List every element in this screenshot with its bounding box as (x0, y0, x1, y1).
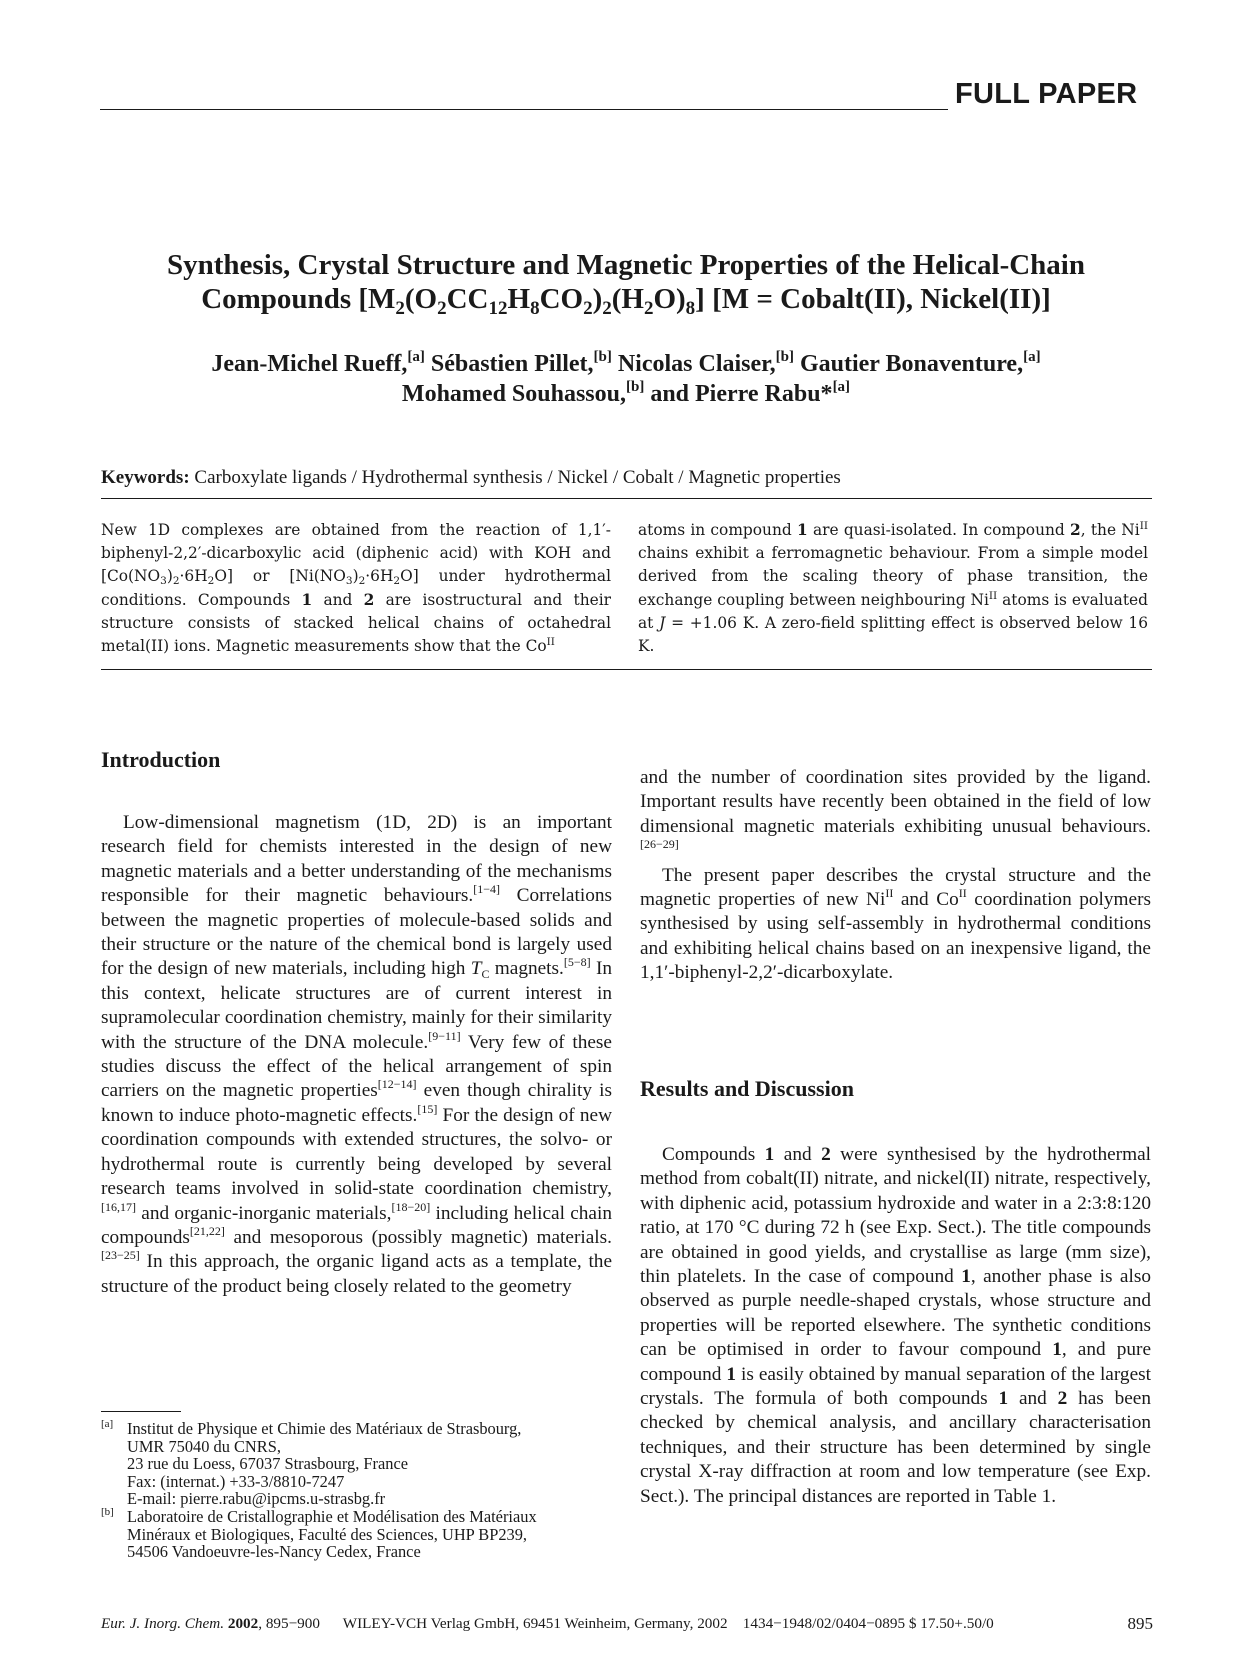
issn-line: 1434−1948/02/0404−0895 $ 17.50+.50/0 (742, 1615, 994, 1632)
title-line-1: Synthesis, Crystal Structure and Magnetic Properties of the Helical-Chain (167, 249, 1085, 281)
keywords-text: Carboxylate ligands / Hydrothermal synthesis / Nickel / Cobalt / Magnetic properties (194, 467, 841, 488)
author-name: Jean-Michel Rueff, (211, 351, 408, 377)
introduction-heading: Introduction (101, 747, 221, 772)
journal-name: Eur. J. Inorg. Chem. (101, 1615, 225, 1632)
abstract-left-column: New 1D complexes are obtained from the reaction of 1,1′-biphenyl-2,2′-dicarboxylic acid (diphenic acid) with KOH and $[Co(NO_3)_2\cdot 6H_2O]$ or $[Ni(NO_3)_2\cdot 6H_2O]$ under hydrothermal conditions. Compounds 1 and 2 are isostructural and their structure consists of stacked helical chains of octahedral metal(II) ions. Magnetic measurements show that the $Co^{II}$ (101, 521, 612, 656)
abstract-right-column: atoms in compound 1 are quasi-isolated. In compound 2, the $Ni^{II}$ chains exhibit a ferromagnetic behaviour. From a simple model derived from the scaling theory of phase transition, the exchange coupling between neighbouring $Ni^{II}$ atoms is evaluated at J = +1.06 K. A zero-field splitting effect is observed below 16 K. (638, 520, 1148, 656)
author-list (100, 349, 1152, 409)
email-address: E-mail: pierre.rabu@ipcms.u-strasbg.fr (127, 1489, 386, 1509)
section-label: FULL PAPER (955, 78, 1138, 110)
page-number: 895 (1127, 1614, 1153, 1633)
reference: [1−4] (473, 882, 501, 897)
reference: [23−25] (101, 1248, 140, 1263)
reference: [16,17] (101, 1199, 136, 1214)
affiliation-mark: [a] (1023, 349, 1041, 365)
footnote-mark: [b] (101, 1506, 114, 1518)
author-name: and Pierre Rabu* (650, 381, 833, 407)
keywords-label: Keywords: (101, 467, 190, 488)
reference: [9−11] (428, 1028, 461, 1043)
author-line-2 (100, 379, 1152, 409)
author-name: Gautier Bonaventure, (799, 351, 1024, 377)
abstract-bottom-rule (101, 669, 1152, 670)
publisher-line: WILEY-VCH Verlag GmbH, 69451 Weinheim, Germany, 2002 (342, 1615, 728, 1632)
paper-title (100, 248, 1152, 319)
paper-scope-paragraph: The present paper describes the crystal structure and the magnetic properties of new $Ni^{II}$ and $Co^{II}$ coordination polymers synthesised by using self-assembly in hydrothermal conditions and exhibiting helical chains based on an inexpensive ligand, the 1,1′-biphenyl-2,2′-dicarboxylate. (640, 864, 1151, 984)
affiliation-mark: [b] (593, 349, 612, 365)
footnote-affiliation-b: [b] Laboratoire de Cristallographie et Modélisation des Matériaux Minéraux et Biologiques, Faculté des Sciences, UHP BP239, 54506 Vandoeuvre-les-Nancy Cedex, France (101, 1506, 537, 1562)
continued-paragraph: and the number of coordination sites provided by the ligand. Important results have recently been obtained in the field of low dimensional magnetic materials exhibiting unusual behaviours.[26−29] (640, 767, 1151, 852)
footnote-affiliation-a: [a] Institut de Physique et Chimie des Matériaux de Strasbourg, UMR 75040 du CNRS, 23 rue du Loess, 67037 Strasbourg, France Fax: (internat.) +33-3/8810-7247 E-mail: pierre.rabu@ipcms.u-strasbg.fr (101, 1420, 621, 1508)
introduction-paragraph: Low-dimensional magnetism (1D, 2D) is an important research field for chemists interested in the design of new magnetic materials and a better understanding of the mechanisms responsible for their magnetic behaviours.[1−4] Correlations between the magnetic properties of molecule-based solids and their structure or the nature of the chemical bond is largely used for the design of new materials, including high $T_C$ magnets.[5−8] In this context, helicate structures are of current interest in supramolecular coordination chemistry, mainly for their similarity with the structure of the DNA molecule.[9−11] Very few of these studies discuss the effect of the helical arrangement of spin carriers on the magnetic properties[12−14] even though chirality is known to induce photo-magnetic effects.[15] For the design of new coordination compounds with extended structures, the solvo- or hydrothermal route is currently being developed by several research teams involved in solid-state coordination chemistry,[16,17] and organic-inorganic materials,[18−20] including helical chain compounds[21,22] and mesoporous (possibly magnetic) materials.[23−25] In this approach, the organic ligand acts as a template, the structure of the product being closely related to the geometry (101, 812, 613, 1297)
introduction-body (101, 811, 612, 1299)
reference: [26−29] (640, 837, 679, 852)
affiliation-mark: [a] (832, 379, 851, 395)
reference: [18−20] (391, 1199, 431, 1214)
author-name: Sébastien Pillet, (430, 351, 594, 377)
footnote-mark: [a] (101, 1418, 114, 1430)
affiliation-mark: [b] (625, 379, 645, 395)
reference: [12−14] (377, 1077, 417, 1092)
reference: [5−8] (563, 955, 591, 970)
title-line-2: Compounds $[M_2(O_2CC_{12}H_8CO_2)_2(H_2O)_8] [M$ = Cobalt(II), Nickel(II)] (201, 283, 1051, 319)
results-body (640, 1143, 1151, 1509)
author-line-1 (100, 349, 1152, 379)
header-rule (100, 109, 948, 110)
abstract-top-rule (101, 498, 1152, 499)
reference: [21,22] (189, 1223, 225, 1238)
affiliation-mark: [b] (775, 349, 794, 365)
keywords-line (101, 466, 1153, 490)
page-footer: Eur. J. Inorg. Chem. 2002, 895−900 WILEY-VCH Verlag GmbH, 69451 Weinheim, Germany, 2002 1434−1948/02/0404−0895 $ 17.50+.50/0 895 (101, 1614, 1153, 1633)
right-column-body (640, 766, 1151, 986)
author-name: Nicolas Claiser, (617, 351, 776, 377)
affiliation-mark: [a] (407, 349, 425, 365)
reference: [15] (417, 1101, 438, 1116)
results-heading: Results and Discussion (640, 1076, 854, 1101)
results-paragraph: Compounds 1 and 2 were synthesised by the hydrothermal method from cobalt(II) nitrate, and nickel(II) nitrate, respectively, with diphenic acid, potassium hydroxide and water in a 2:3:8:120 ratio, at 170 °C during 72 h (see Exp. Sect.). The title compounds are obtained in good yields, and crystallise as large (mm size), thin platelets. In the case of compound 1, another phase is also observed as purple needle-shaped crystals, whose structure and properties will be reported elsewhere. The synthetic conditions can be optimised in order to favour compound 1, and pure compound 1 is easily obtained by manual separation of the largest crystals. The formula of both compounds 1 and 2 has been checked by chemical analysis, and ancillary characterisation techniques, and their structure has been determined by single crystal X-ray diffraction at room and low temperature (see Exp. Sect.). The principal distances are reported in Table 1. (640, 1144, 1152, 1507)
footnote-rule (101, 1411, 181, 1412)
author-name: Mohamed Souhassou, (401, 381, 626, 407)
